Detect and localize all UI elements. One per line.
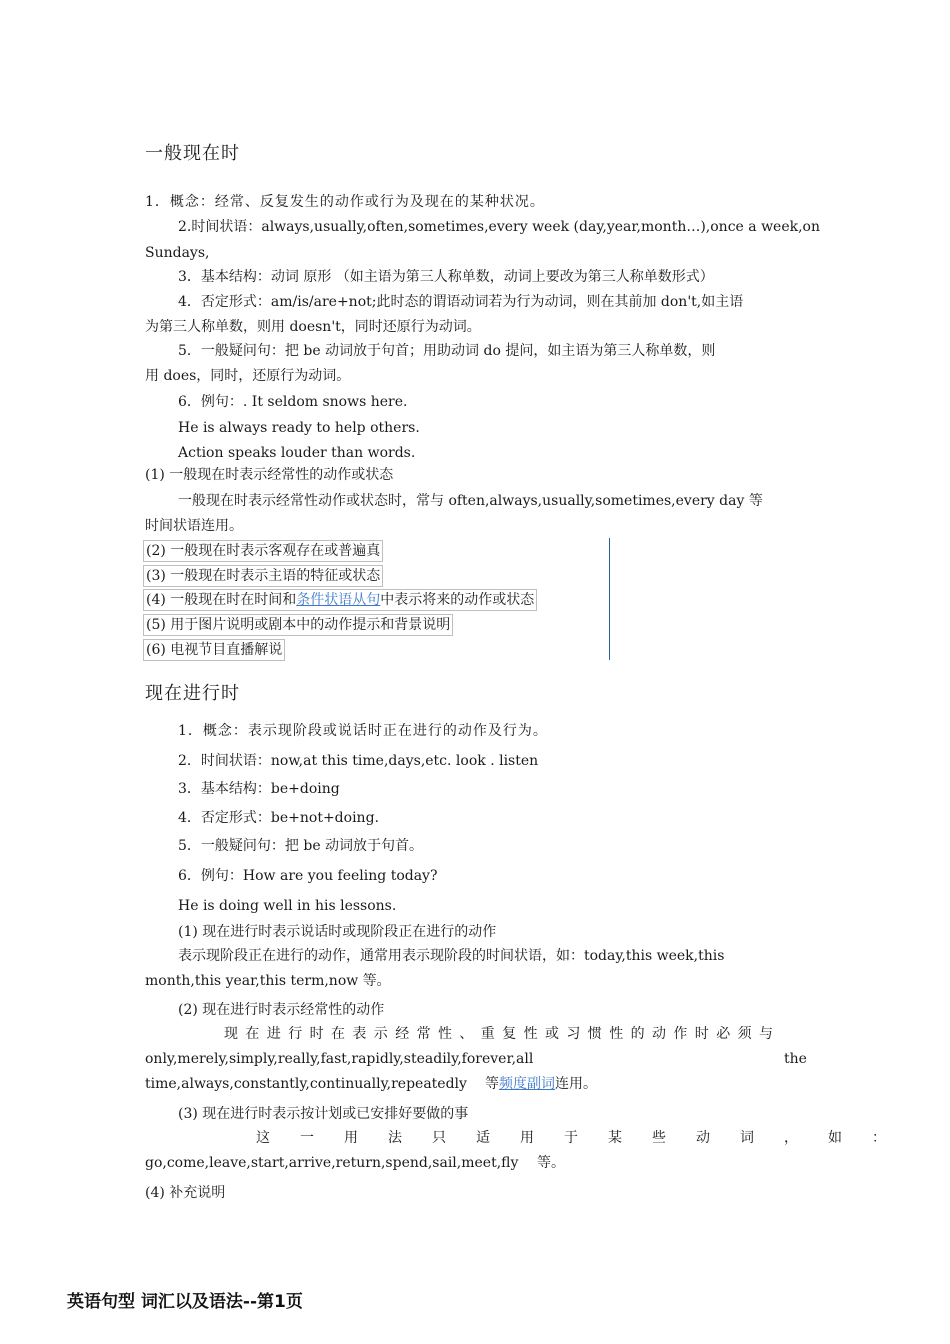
subheading: (1) 一般现在时表示经常性的动作或状态 bbox=[145, 467, 394, 483]
example-sentence: He is always ready to help others. bbox=[178, 420, 420, 436]
text-line: 4．否定形式：am/is/are+not;此时态的谓语动词若为行为动词，则在其前加 don't,如主语 bbox=[178, 294, 744, 310]
text-segment: 连用。 bbox=[555, 1076, 597, 1092]
text-line: 3．基本结构：动词 原形 （如主语为第三人称单数，动词上要改为第三人称单数形式） bbox=[178, 269, 714, 285]
text-line: 4．否定形式：be+not+doing. bbox=[178, 810, 379, 826]
subheading-boxed bbox=[143, 589, 537, 611]
frequency-adverb-link[interactable]: 频度副词 bbox=[499, 1076, 555, 1092]
text-line: 1．概念：经常、反复发生的动作或行为及现在的某种状况。 bbox=[145, 194, 545, 210]
text-line: 时间状语连用。 bbox=[145, 518, 243, 534]
text-segment: 等 bbox=[485, 1076, 499, 1092]
text-line: 3．基本结构：be+doing bbox=[178, 781, 340, 797]
text-line: 用 does，同时，还原行为动词。 bbox=[145, 368, 351, 384]
example-sentence: He is doing well in his lessons. bbox=[178, 898, 397, 914]
text-line: go,come,leave,start,arrive,return,spend,sail,meet,fly bbox=[145, 1155, 519, 1171]
text-line: time,always,constantly,continually,repeatedly bbox=[145, 1076, 467, 1092]
conditional-clause-link[interactable]: 条件状语从句 bbox=[296, 592, 381, 608]
text-line: 5．一般疑问句：把 be 动词放于句首；用助动词 do 提问，如主语为第三人称单数，则 bbox=[178, 343, 716, 359]
text-line: 2.时间状语：always,usually,often,sometimes,every week (day,year,month…),once a week,on bbox=[178, 219, 820, 235]
text-line: the bbox=[784, 1051, 807, 1067]
subheading-text: (4) 一般现在时在时间和 bbox=[146, 592, 297, 608]
text-line: 5．一般疑问句：把 be 动词放于句首。 bbox=[178, 838, 424, 854]
subheading: (3) 现在进行时表示按计划或已安排好要做的事 bbox=[178, 1106, 469, 1122]
section-title-simple-present: 一般现在时 bbox=[145, 143, 240, 164]
text-line: month,this year,this term,now 等。 bbox=[145, 973, 391, 989]
subheading-boxed: (6) 电视节目直播解说 bbox=[143, 639, 285, 661]
subheading: (1) 现在进行时表示说话时或现阶段正在进行的动作 bbox=[178, 924, 497, 940]
text-line: 等。 bbox=[537, 1155, 565, 1171]
example-sentence: 6．例句：. It seldom snows here. bbox=[178, 394, 408, 410]
text-line: only,merely,simply,really,fast,rapidly,steadily,forever,all bbox=[145, 1051, 534, 1067]
section-title-present-progressive: 现在进行时 bbox=[145, 683, 240, 704]
text-line: 2．时间状语：now,at this time,days,etc. look . listen bbox=[178, 753, 539, 769]
margin-bar bbox=[609, 538, 610, 660]
subheading: (4) 补充说明 bbox=[145, 1185, 226, 1201]
text-line bbox=[485, 1074, 597, 1094]
subheading-boxed: (3) 一般现在时表示主语的特征或状态 bbox=[143, 565, 383, 587]
text-line: 1．概念：表示现阶段或说话时正在进行的动作及行为。 bbox=[178, 723, 548, 739]
subheading: (2) 现在进行时表示经常性的动作 bbox=[178, 1002, 385, 1018]
subheading-text: 中表示将来的动作或状态 bbox=[380, 592, 535, 608]
subheading-boxed: (2) 一般现在时表示客观存在或普遍真 bbox=[143, 540, 383, 562]
page-footer: 英语句型 词汇以及语法--第1页 bbox=[67, 1292, 303, 1312]
subheading-boxed: (5) 用于图片说明或剧本中的动作提示和背景说明 bbox=[143, 614, 453, 636]
text-line: 一般现在时表示经常性动作或状态时，常与 often,always,usually,sometimes,every day 等 bbox=[178, 493, 763, 509]
text-line: 6．例句：How are you feeling today? bbox=[178, 868, 438, 884]
text-line: Sundays, bbox=[145, 245, 210, 261]
text-line: 为第三人称单数，则用 doesn't，同时还原行为动词。 bbox=[145, 319, 481, 335]
example-sentence: Action speaks louder than words. bbox=[178, 445, 416, 461]
text-line: 表示现阶段正在进行的动作，通常用表示现阶段的时间状语，如：today,this week,this bbox=[178, 948, 725, 964]
text-line-spread: 现在进行时在表示经常性、重复性或习惯性的动作时必须与 bbox=[224, 1026, 781, 1042]
text-line-spread: 这一用法只适用于某些动词，如： bbox=[256, 1130, 916, 1146]
